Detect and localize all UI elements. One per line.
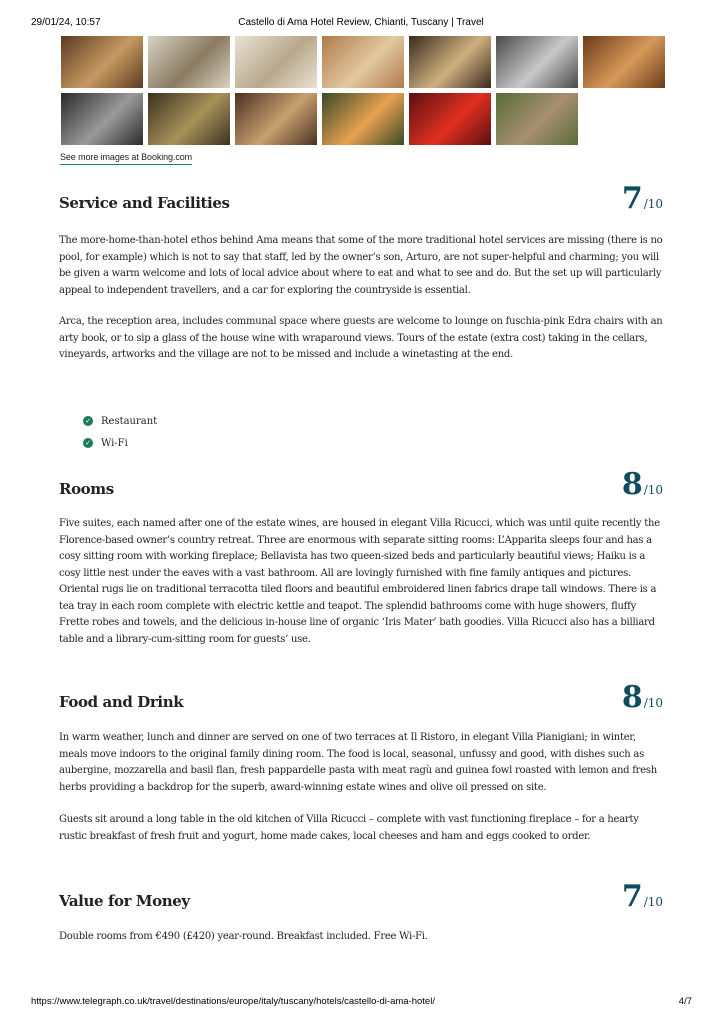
gallery-row-2 [61, 93, 665, 145]
service-section-header [59, 180, 663, 214]
service-paragraph-1: The more-home-than-hotel ethos behind Ama means that some of the more traditional hotel services are missing (there is no pool, for example) which is not to say that staff, led by the owner’s son, Arturo, are not super-helpful and charming; you will be given a warm welcome and lots of local advice about where to eat and what to see and do. But the set up will particularly appeal to independent travellers, and a car for exploring the countryside is essential. [59, 235, 663, 296]
print-doc-title: Castello di Ama Hotel Review, Chianti, Tuscany | Travel [238, 17, 484, 28]
photo-dining-table[interactable] [409, 36, 491, 88]
service-title: Service and Facilities [59, 194, 230, 212]
value-section-header [59, 878, 663, 912]
print-header [0, 17, 722, 31]
food-paragraph-2: Guests sit around a long table in the old kitchen of Villa Ricucci – complete with vast functioning fireplace – for a hearty rustic breakfast of fresh fruit and yogurt, home made cakes, local cheeses and ham and eggs cooked to order. [59, 814, 639, 842]
value-title: Value for Money [59, 892, 190, 910]
rooms-section-header [59, 466, 663, 500]
gallery-row-1 [61, 36, 665, 88]
food-score-max: /10 [643, 696, 663, 710]
facility-label: Restaurant [101, 415, 158, 427]
photo-bedroom[interactable] [322, 36, 404, 88]
food-title: Food and Drink [59, 693, 184, 711]
photo-living-room[interactable] [61, 36, 143, 88]
see-more-images-link[interactable]: See more images at Booking.com [60, 152, 192, 165]
facility-item [83, 432, 157, 454]
food-score [621, 680, 663, 715]
print-footer [0, 996, 722, 1010]
service-score [621, 181, 663, 216]
page-number: 4/7 [678, 996, 692, 1007]
value-score-max: /10 [643, 895, 663, 909]
food-score-value: 8 [621, 680, 643, 715]
rooms-title: Rooms [59, 480, 114, 498]
food-paragraph-1: In warm weather, lunch and dinner are served on one of two terraces at Il Ristoro, in elegant Villa Pianigiani; in winter, meals move indoors to the original family dining room. The food is local, seasonal, unfussy and good, with dishes such as aubergine, mozzarella and basil flan, fresh pappardelle pasta with meat ragù and guinea fowl roasted with lemon and fresh herbs providing a backdrop for the superb, award-winning estate wines and olive oil pressed on site. [59, 732, 657, 793]
service-score-value: 7 [621, 181, 643, 216]
service-score-max: /10 [643, 197, 663, 211]
rooms-score-max: /10 [643, 483, 663, 497]
page-url: https://www.telegraph.co.uk/travel/destinations/europe/italy/tuscany/hotels/castello-di-ama-hotel/ [31, 996, 435, 1007]
facilities-list [83, 410, 157, 454]
check-icon: ✓ [83, 416, 93, 426]
facility-label: Wi-Fi [101, 437, 128, 449]
photo-bw-archway[interactable] [61, 93, 143, 145]
photo-red-cellar[interactable] [409, 93, 491, 145]
rooms-score [621, 467, 663, 502]
photo-vineyard-sunset[interactable] [322, 93, 404, 145]
rooms-score-value: 8 [621, 467, 643, 502]
photo-library[interactable] [148, 93, 230, 145]
value-score [621, 879, 663, 914]
photo-bw-courtyard[interactable] [496, 36, 578, 88]
check-icon: ✓ [83, 438, 93, 448]
photo-garden-pool[interactable] [496, 93, 578, 145]
photo-restaurant[interactable] [235, 93, 317, 145]
photo-shower[interactable] [235, 36, 317, 88]
service-paragraph-2: Arca, the reception area, includes communal space where guests are welcome to lounge on fuschia-pink Edra chairs with an arty book, or to sip a glass of the house wine with wraparound views. Tours of the estate (extra cost) taking in the cellars, vineyards, artworks and the village are not to be missed and include a winetasting at the end. [59, 316, 663, 360]
rooms-paragraph-1: Five suites, each named after one of the estate wines, are housed in elegant Villa Ricucci, which was until quite recently the Florence-based owner’s country retreat. Three are enormous with separate sitting rooms: L’Apparita sleeps four and has a cosy sitting room with working fireplace; Bellavista has two queen-sized beds and particularly beautiful views; Haiku is a cosy little nest under the eaves with a vast bathroom. All are lovingly furnished with fine family antiques and pictures. Oriental rugs lie on traditional terracotta tiled floors and beautiful embroidered linen fabrics drape tall windows. There is a tea tray in each room complete with electric kettle and teapot. The splendid bathrooms come with huge showers, fluffy Frette robes and towels, and the delicious in-house line of organic ‘Iris Mater’ bath goodies. Villa Ricucci also has a billiard table and a library-cum-sitting room for guests’ use. [59, 518, 660, 645]
facility-item [83, 410, 157, 432]
value-score-value: 7 [621, 879, 643, 914]
food-section-header [59, 679, 663, 713]
image-gallery [61, 36, 665, 150]
print-date: 29/01/24, 10:57 [31, 17, 101, 28]
value-paragraph-1: Double rooms from €490 (£420) year-round. Breakfast included. Free Wi-Fi. [59, 931, 428, 942]
photo-lounge[interactable] [583, 36, 665, 88]
photo-bathroom-sinks[interactable] [148, 36, 230, 88]
